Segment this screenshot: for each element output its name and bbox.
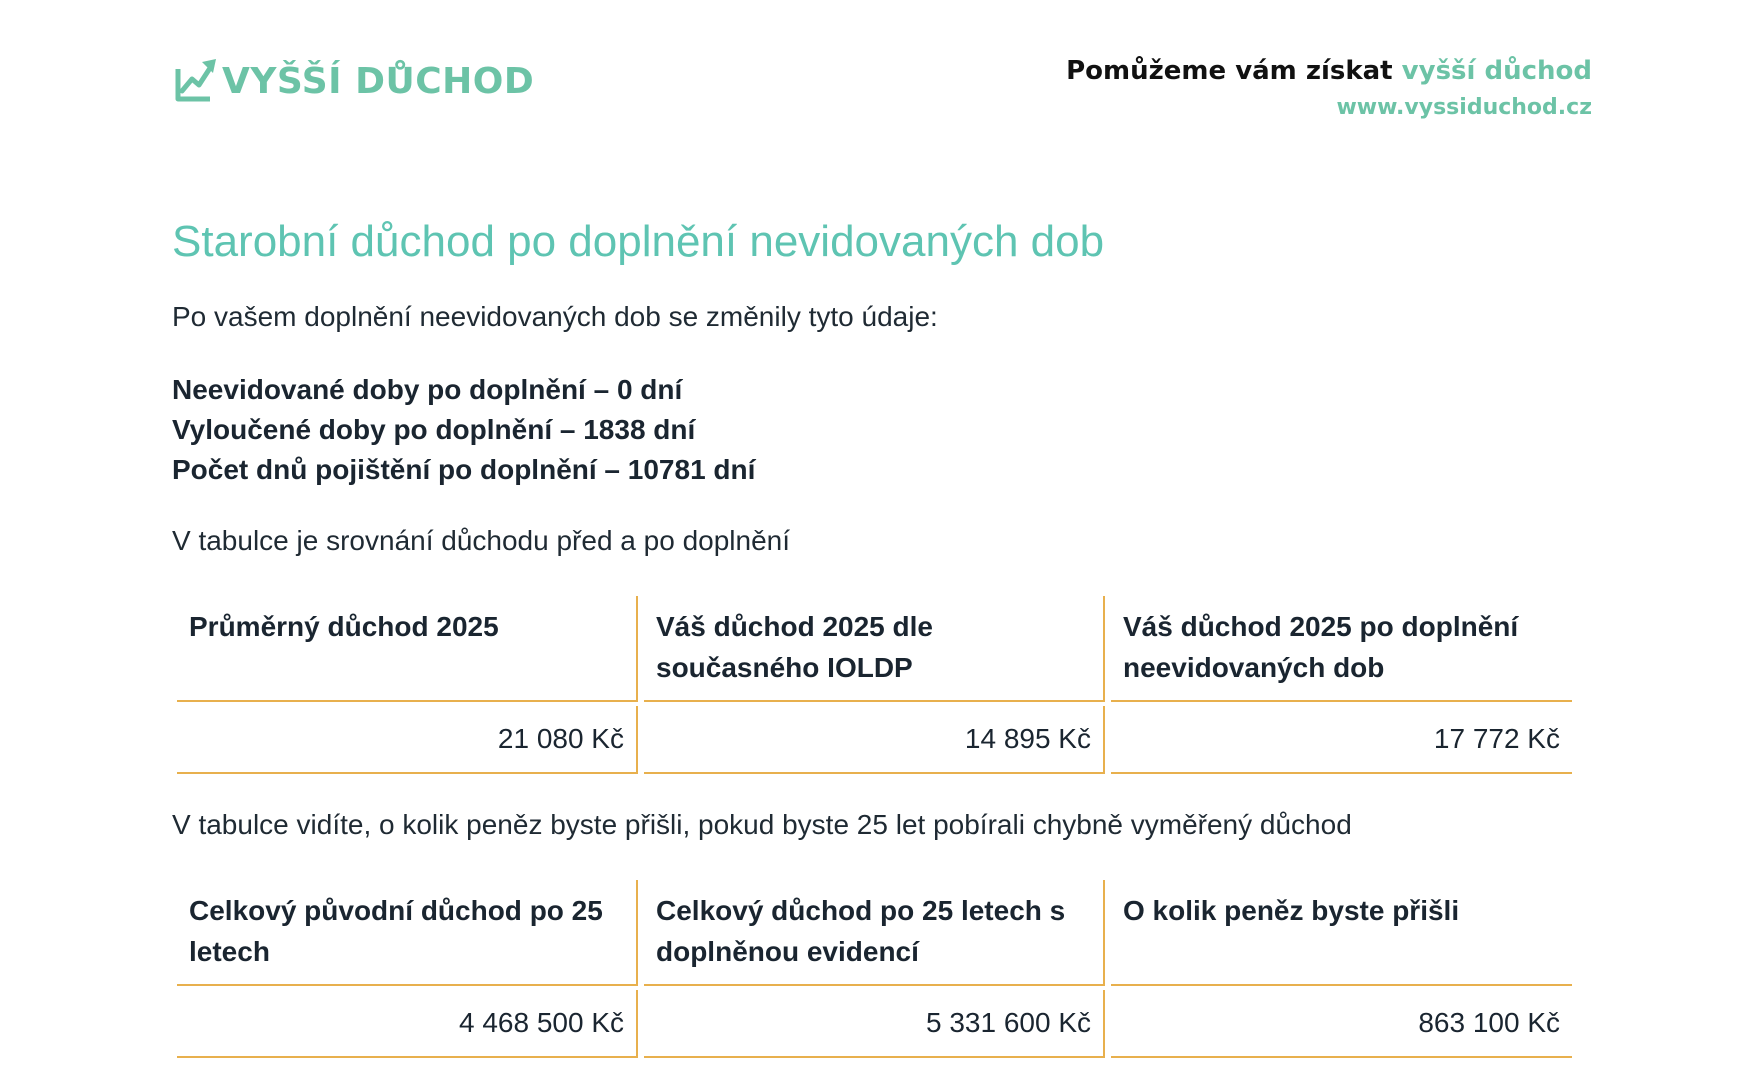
pension-comparison-table (177, 596, 1577, 774)
website-url: www.vyssiduchod.cz (1336, 95, 1592, 120)
table-header-cell: Váš důchod 2025 po doplnění neevidovaných dob (1111, 596, 1572, 702)
table-cell: 4 468 500 Kč (177, 990, 638, 1058)
tagline (1066, 54, 1592, 126)
table-header-row (177, 596, 1577, 702)
table-cell: 14 895 Kč (644, 706, 1105, 774)
table-cell: 17 772 Kč (1111, 706, 1572, 774)
page-title: Starobní důchod po doplnění nevidovaných dob (172, 217, 1105, 266)
table-header-cell: Váš důchod 2025 dle současného IOLDP (644, 596, 1105, 702)
document-page (172, 0, 1592, 1080)
table-cell: 5 331 600 Kč (644, 990, 1105, 1058)
facts-list (172, 370, 755, 490)
table-row (177, 702, 1577, 774)
pension-loss-table (177, 880, 1577, 1058)
intro-text: Po vašem doplnění neevidovaných dob se změnily tyto údaje: (172, 301, 938, 332)
tagline-prefix: Pomůžeme vám získat (1066, 56, 1402, 86)
tagline-text (1066, 54, 1592, 88)
fact-unrecorded-periods: Neevidované doby po doplnění – 0 dní (172, 374, 683, 405)
fact-insured-days: Počet dnů pojištění po doplnění – 10781 dní (172, 454, 756, 485)
chart-trend-up-icon (172, 53, 220, 105)
table-header-cell: Celkový důchod po 25 letech s doplněnou evidencí (644, 880, 1105, 986)
table-header-cell: O kolik peněz byste přišli (1111, 880, 1572, 986)
logo (172, 50, 534, 108)
table-header-cell: Celkový původní důchod po 25 letech (177, 880, 638, 986)
compare-intro-text: V tabulce je srovnání důchodu před a po doplnění (172, 525, 791, 556)
logo-text: VYŠŠÍ DŮCHOD (222, 61, 535, 102)
table-cell: 21 080 Kč (177, 706, 638, 774)
loss-intro-text: V tabulce vidíte, o kolik peněz byste přišli, pokud byste 25 let pobírali chybně vyměřený důchod (172, 809, 1352, 840)
table-header-cell: Průměrný důchod 2025 (177, 596, 638, 702)
table-header-row (177, 880, 1577, 986)
fact-excluded-periods: Vyloučené doby po doplnění – 1838 dní (172, 414, 696, 445)
tagline-accent: vyšší důchod (1401, 56, 1592, 86)
table-row (177, 986, 1577, 1058)
table-cell: 863 100 Kč (1111, 990, 1572, 1058)
